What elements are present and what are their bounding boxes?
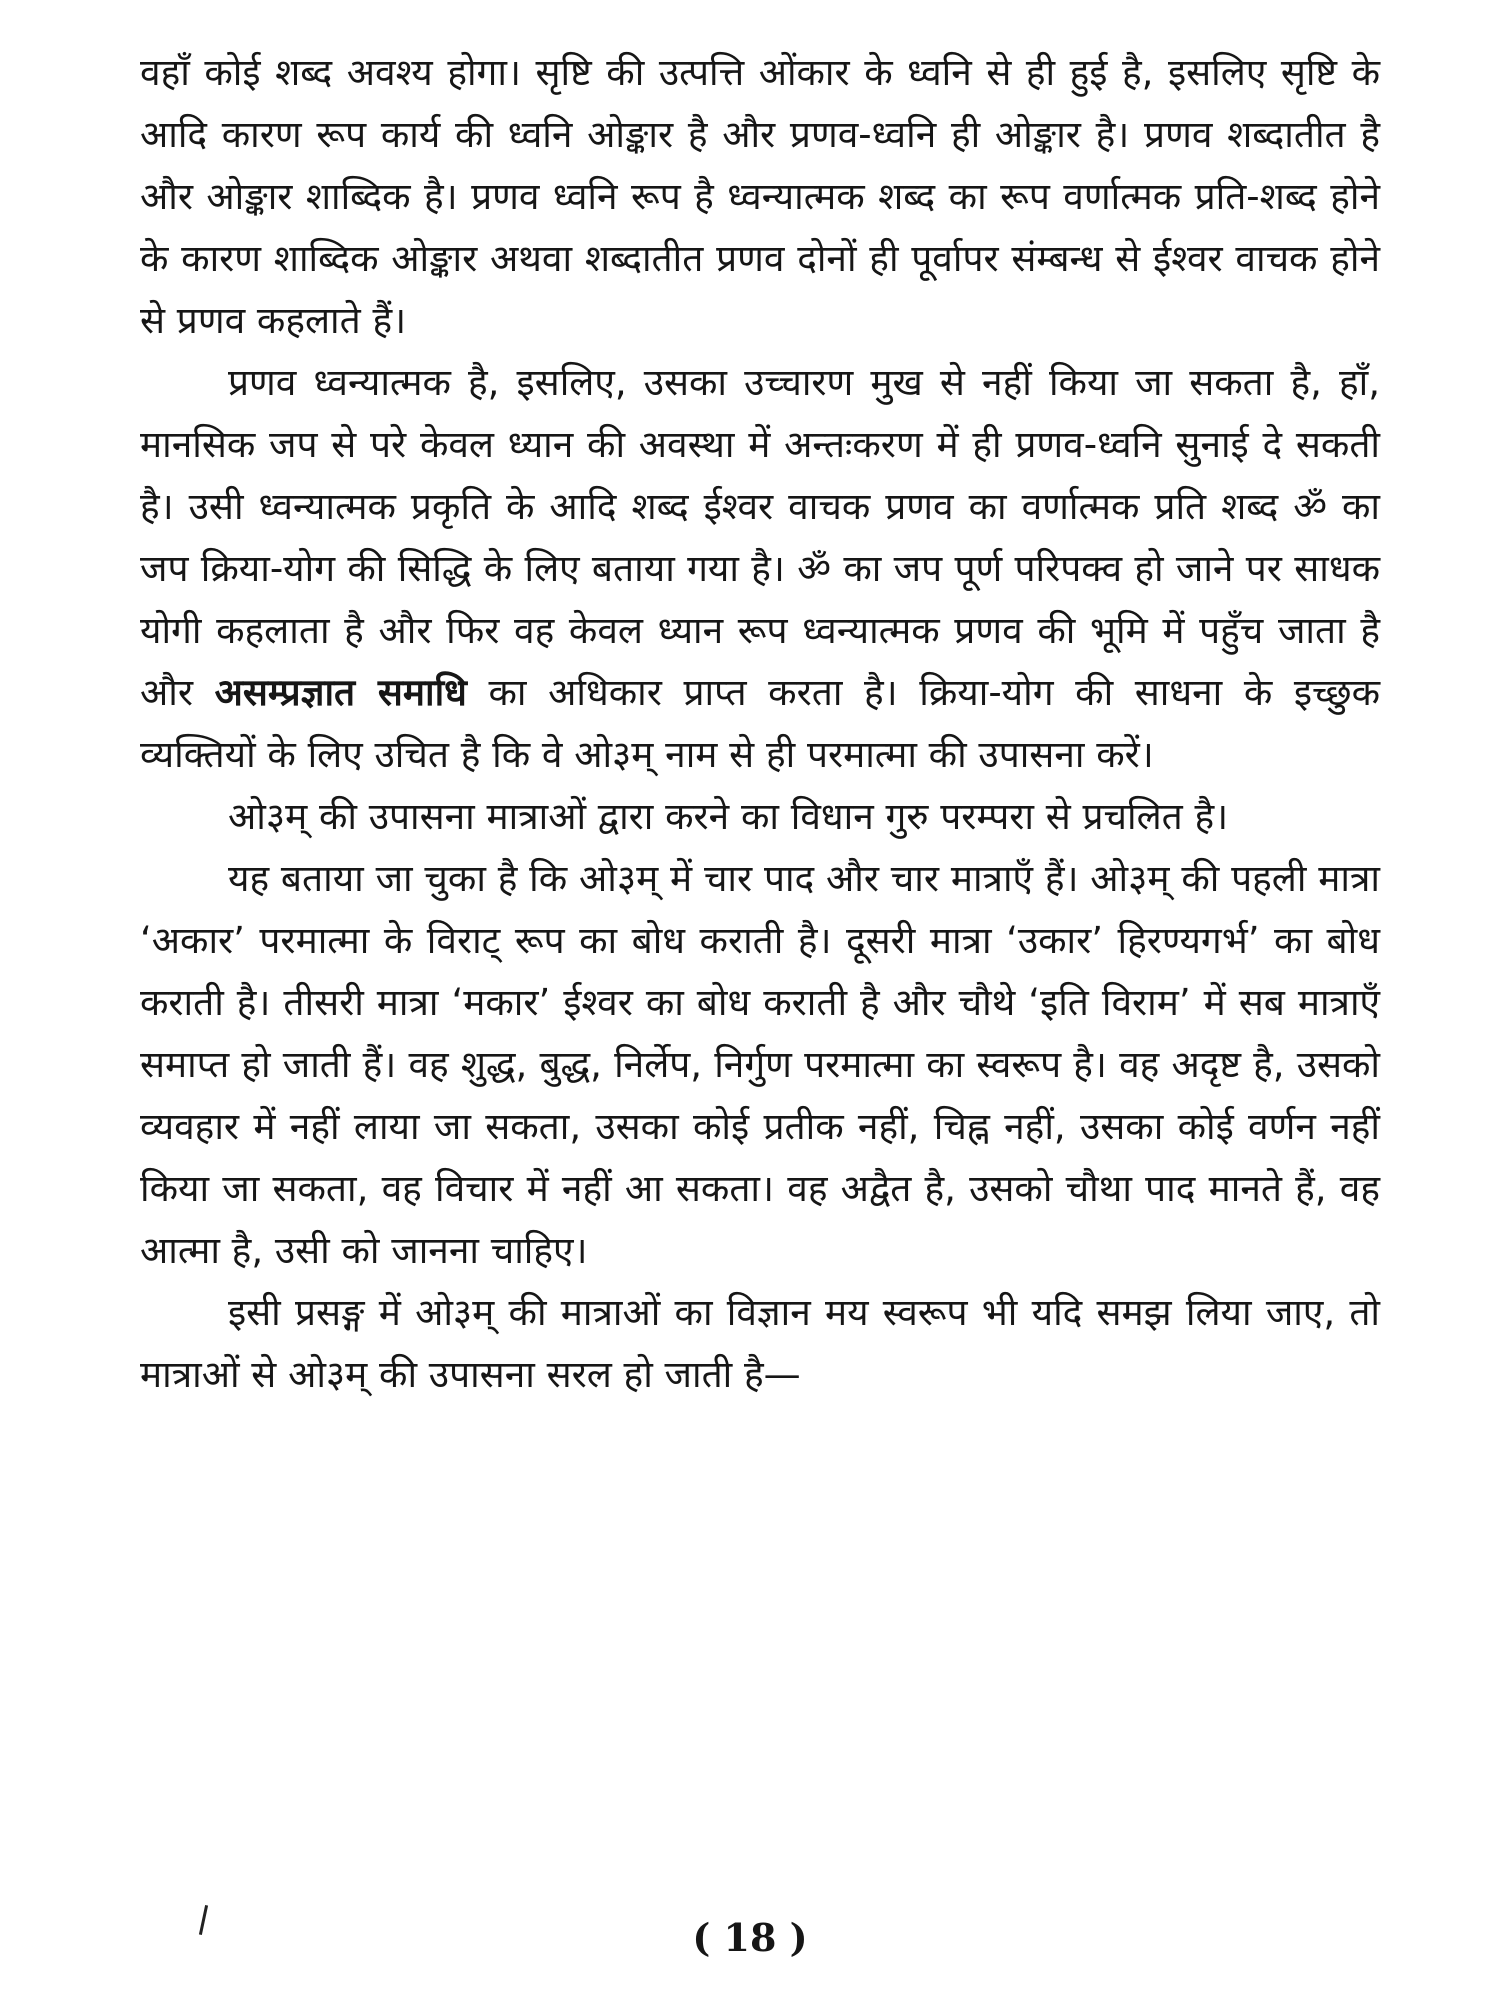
- page-number: ( 18 ): [692, 1915, 808, 1960]
- paragraph-2-text-after: का अधिकार प्राप्त करता है। क्रिया-योग की साधना के इच्छुक व्यक्तियों के लिए उचित है कि वे ओ३म् नाम से ही परमात्मा की उपासना करें।: [140, 671, 1380, 776]
- paragraph-5: इसी प्रसङ्ग में ओ३म् की मात्राओं का विज्ञान मय स्वरूप भी यदि समझ लिया जाए, तो मात्राओं से ओ३म् की उपासना सरल हो जाती है—: [140, 1291, 1380, 1396]
- paragraph-3: ओ३म् की उपासना मात्राओं द्वारा करने का विधान गुरु परम्परा से प्रचलित है।: [228, 795, 1229, 838]
- body-text: [140, 42, 1380, 1406]
- paragraph-4: यह बताया जा चुका है कि ओ३म् में चार पाद और चार मात्राएँ हैं। ओ३म् की पहली मात्रा ‘अकार’ परमात्मा के विराट् रूप का बोध कराती है। दूसरी मात्रा ‘उकार’ हिरण्यगर्भ’ का बोध कराती है। तीसरी मात्रा ‘मकार’ ईश्वर का बोध कराती है और चौथे ‘इति विराम’ में सब मात्राएँ समाप्त हो जाती हैं। वह शुद्ध, बुद्ध, निर्लेप, निर्गुण परमात्मा का स्वरूप है। वह अदृष्ट है, उसको व्यवहार में नहीं लाया जा सकता, उसका कोई प्रतीक नहीं, चिह्न नहीं, उसका कोई वर्णन नहीं किया जा सकता, वह विचार में नहीं आ सकता। वह अद्वैत है, उसको चौथा पाद मानते हैं, वह आत्मा है, उसी को जानना चाहिए।: [140, 857, 1380, 1272]
- paragraph-2-text-before: प्रणव ध्वन्यात्मक है, इसलिए, उसका उच्चारण मुख से नहीं किया जा सकता है, हाँ, मानसिक जप से परे केवल ध्यान की अवस्था में अन्तःकरण में ही प्रणव-ध्वनि सुनाई दे सकती है। उसी ध्वन्यात्मक प्रकृति के आदि शब्द ईश्वर वाचक प्रणव का वर्णात्मक प्रति शब्द ॐ का जप क्रिया-योग की सिद्धि के लिए बताया गया है। ॐ का जप पूर्ण परिपक्व हो जाने पर साधक योगी कहलाता है और फिर वह केवल ध्यान रूप ध्वन्यात्मक प्रणव की भूमि में पहुँच जाता है और: [140, 361, 1380, 714]
- bold-term: असम्प्रज्ञात समाधि: [214, 671, 467, 714]
- paragraph-2: [140, 352, 1380, 786]
- paragraph-1: वहाँ कोई शब्द अवश्य होगा। सृष्टि की उत्पत्ति ओंकार के ध्वनि से ही हुई है, इसलिए सृष्टि के आदि कारण रूप कार्य की ध्वनि ओङ्कार है और प्रणव-ध्वनि ही ओङ्कार है। प्रणव शब्दातीत है और ओङ्कार शाब्दिक है। प्रणव ध्वनि रूप है ध्वन्यात्मक शब्द का रूप वर्णात्मक प्रति-शब्द होने के कारण शाब्दिक ओङ्कार अथवा शब्दातीत प्रणव दोनों ही पूर्वापर संम्बन्ध से ईश्वर वाचक होने से प्रणव कहलाते हैं।: [140, 51, 1380, 342]
